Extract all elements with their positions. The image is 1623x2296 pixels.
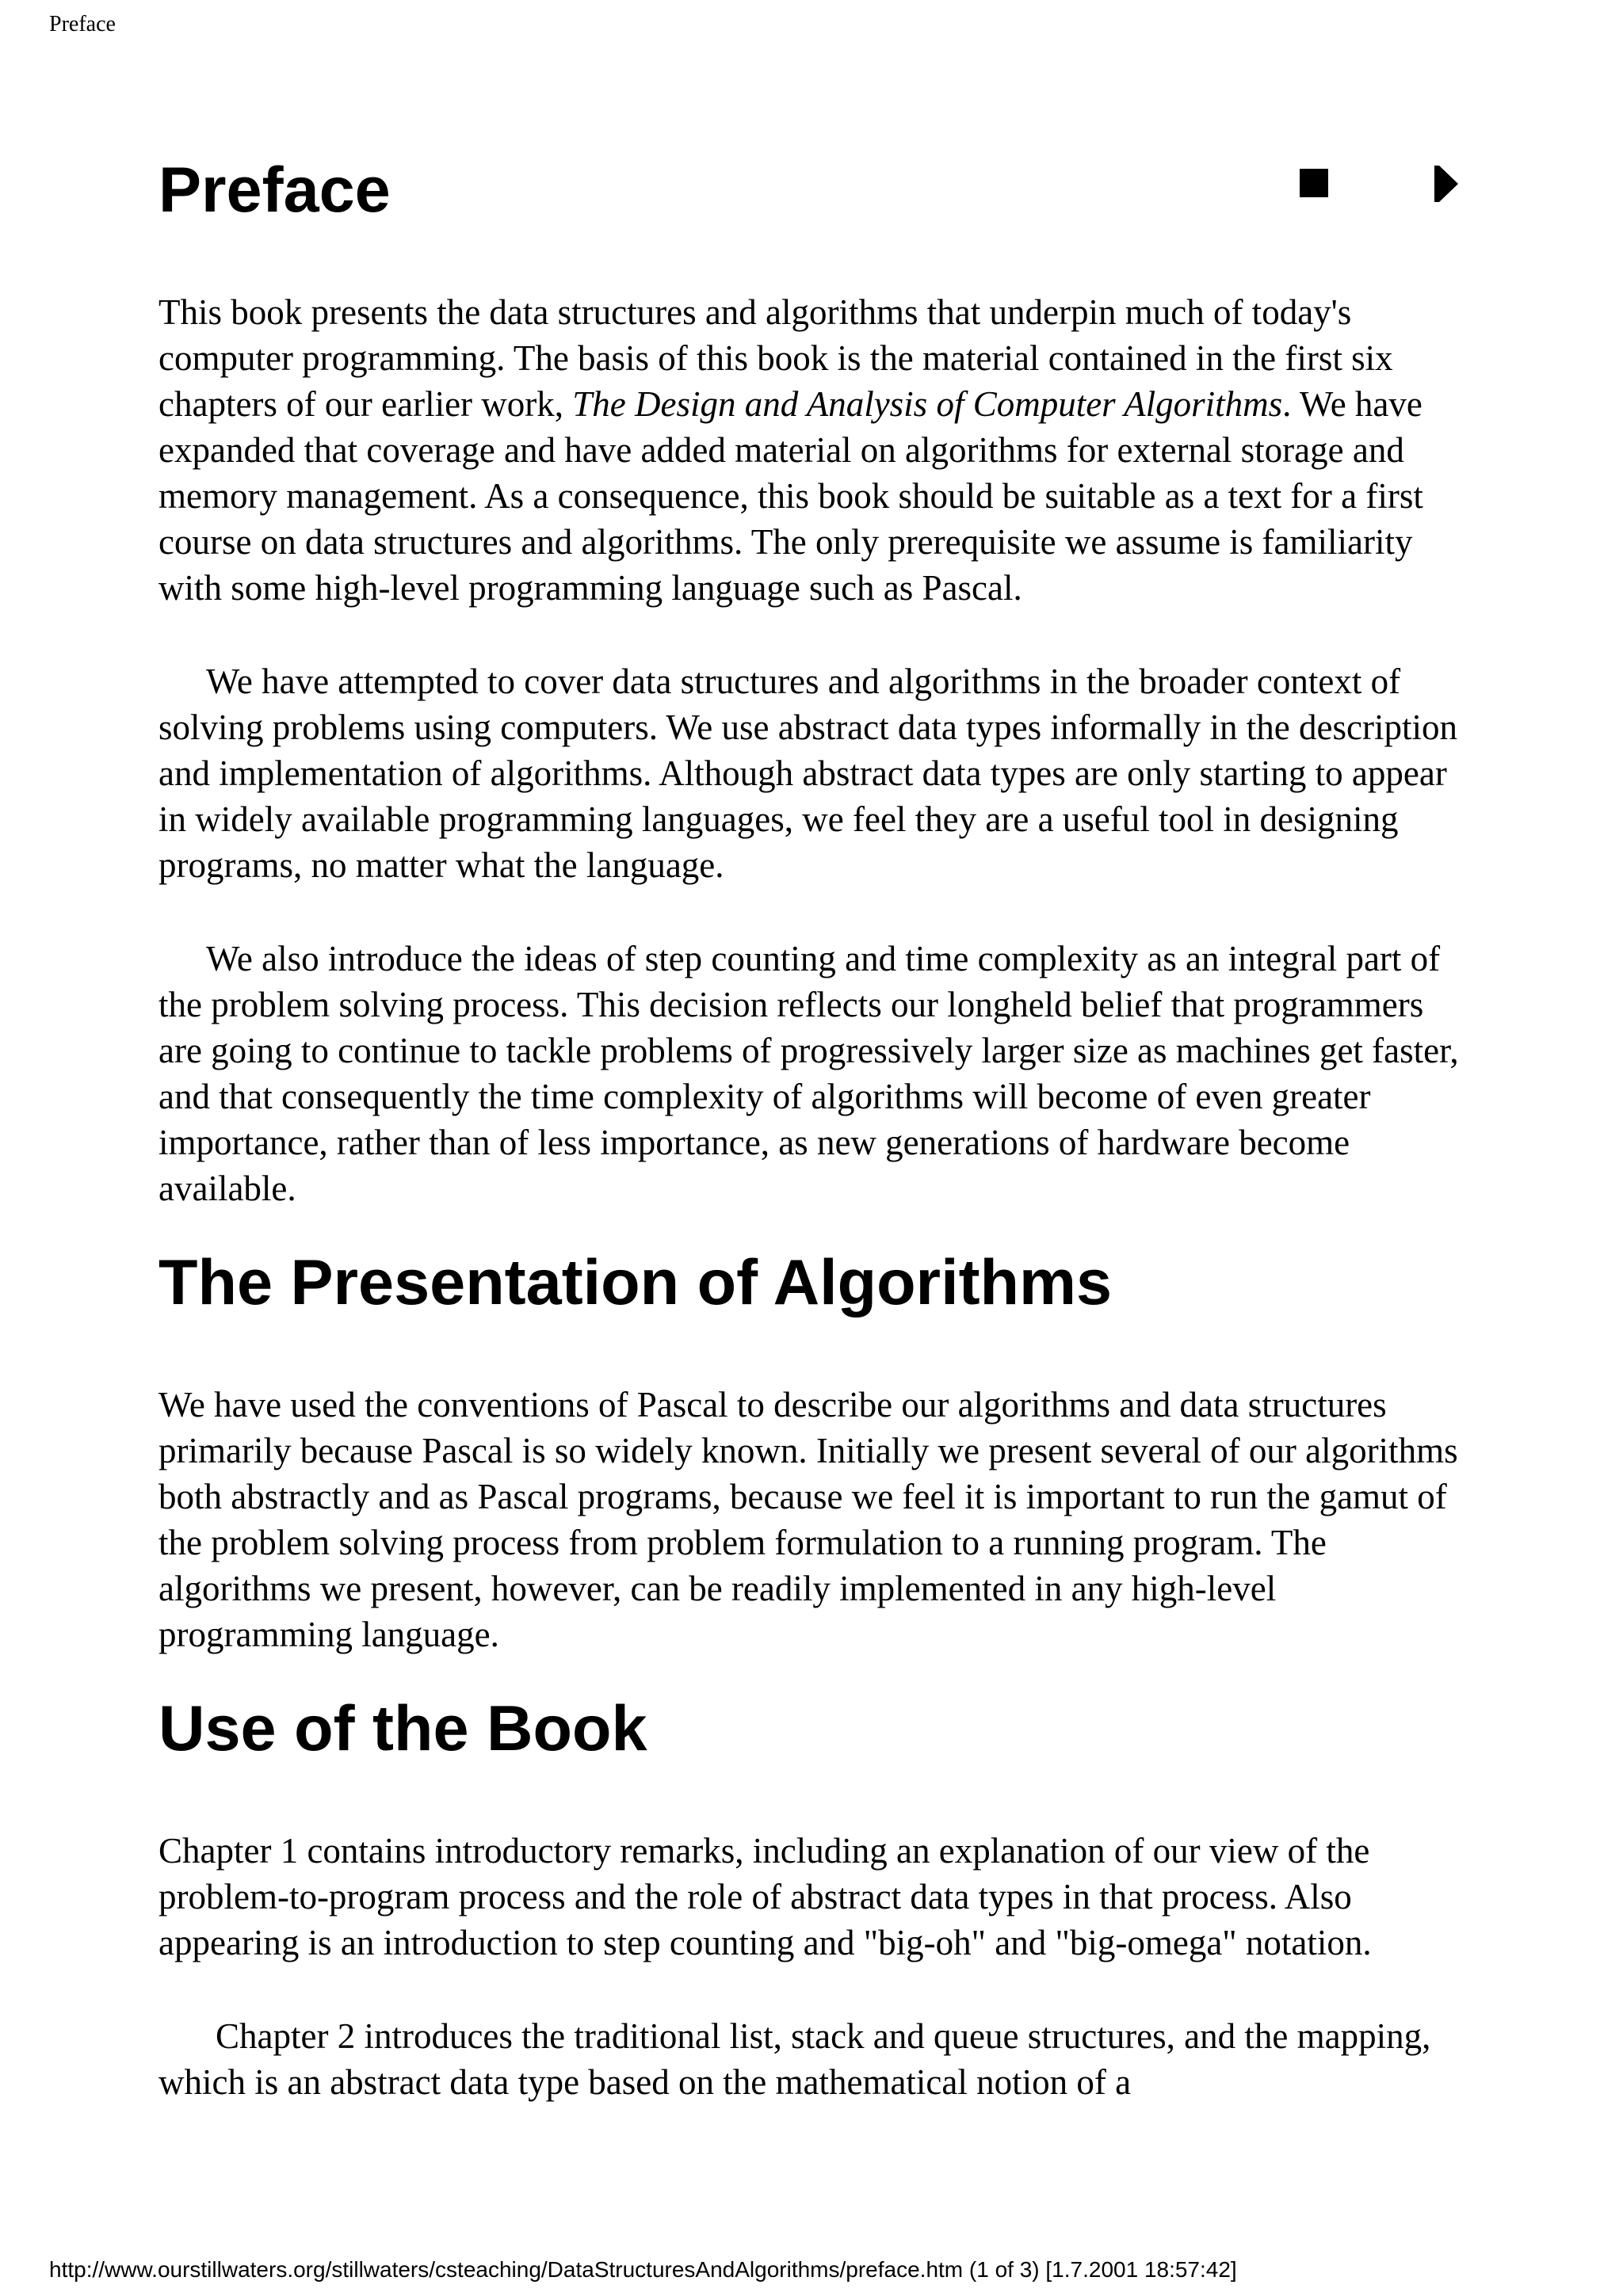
book-title-italic: The Design and Analysis of Computer Algorithms [572, 384, 1283, 424]
intro-paragraph-3: We also introduce the ideas of step counting and time complexity as an integral part of the problem solving process. This decision reflects our longheld belief that programmers are going to continue to tackle problems of progressively larger size as machines get faster, and that consequently the time complexity of algorithms will become of even greater importance, rather than of less importance, as new generations of hardware become available. [158, 939, 1459, 1208]
section-heading-presentation: The Presentation of Algorithms [158, 1247, 1113, 1318]
page-footer-url: http://www.ourstillwaters.org/stillwaters/csteaching/DataStructuresAndAlgorithms/preface.htm (1 of 3) [1.7.2001 18:57:42] [49, 2257, 1237, 2282]
intro-paragraph-2: We have attempted to cover data structures and algorithms in the broader context of solving problems using computers. We use abstract data types informally in the description and implementation of algorithms. Although abstract data types are only starting to appear in widely available programming languages, we feel they are a useful tool in designing programs, no matter what the language. [158, 662, 1457, 885]
use-paragraph-2: Chapter 2 introduces the traditional list, stack and queue structures, and the mapping, which is an abstract data type based on the mathematical notion of a [158, 2016, 1431, 2102]
use-paragraph-1: Chapter 1 contains introductory remarks, including an explanation of our view of the problem-to-program process and the role of abstract data types in that process. Also appearing is an introduction to step counting and "big-oh" and "big-omega" notation. [158, 1831, 1372, 1962]
page-content [158, 151, 1474, 2105]
presentation-paragraph: We have used the conventions of Pascal to describe our algorithms and data structures primarily because Pascal is so widely known. Initially we present several of our algorithms both abstractly and as Pascal programs, because we feel it is important to run the gamut of the problem solving process from problem formulation to a running program. The algorithms we present, however, can be readily implemented in any high-level programming language. [158, 1385, 1458, 1654]
running-head: Preface [49, 12, 116, 36]
section-heading-use-of-book: Use of the Book [158, 1693, 647, 1764]
intro-paragraph-1 [158, 289, 1474, 611]
intro-p1-text-b: . We have expanded that coverage and have added material on algorithms for external storage and memory management. As a consequence, this book should be suitable as a text for a first course on data structures and algorithms. The only prerequisite we assume is familiarity with some high-level programming language such as Pascal. [158, 384, 1423, 608]
page-title: Preface [158, 154, 391, 226]
intro-p1-text-a: This book presents the data structures and algorithms that underpin much of today's computer programming. The basis of this book is the material contained in the first six chapters of our earlier work, [158, 292, 1393, 424]
